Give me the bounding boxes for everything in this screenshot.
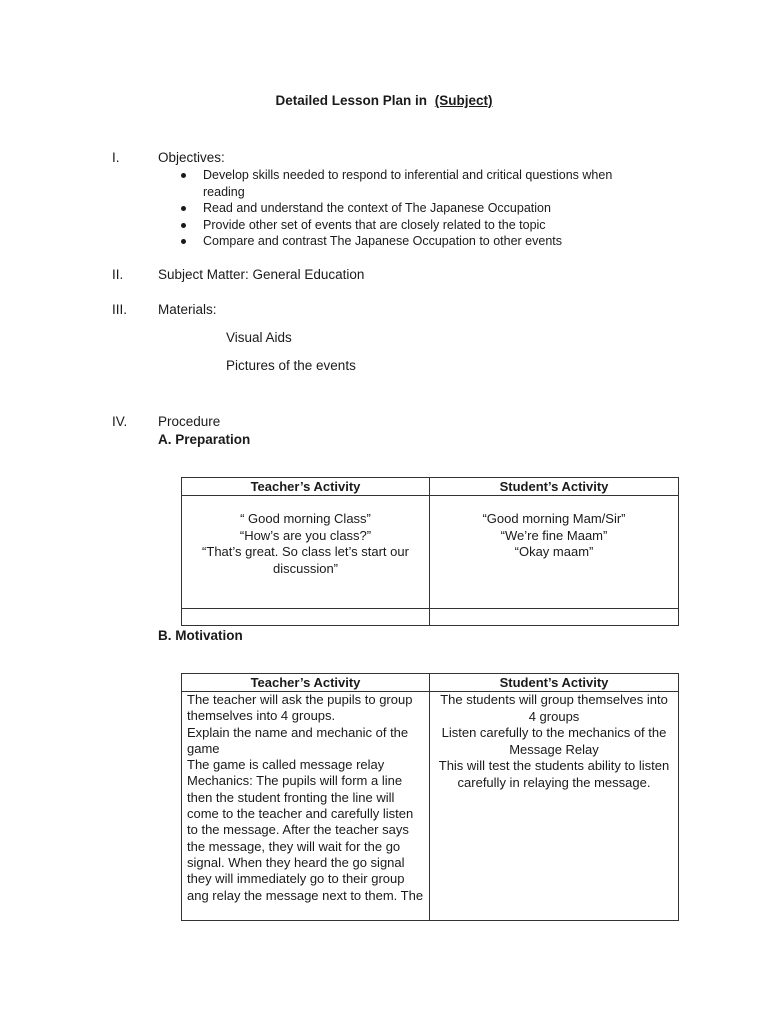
motivation-heading: B. Motivation xyxy=(158,628,243,643)
teacher-line: Explain the name and mechanic of the game xyxy=(187,724,409,756)
section-number: I. xyxy=(112,150,120,165)
column-header-teacher: Teacher’s Activity xyxy=(182,478,430,496)
title-subject: (Subject) xyxy=(434,93,493,108)
teacher-line: “That’s great. So class let’s start our discussion” xyxy=(202,544,409,576)
page-title xyxy=(0,93,768,108)
motivation-table xyxy=(181,673,679,921)
list-item: Provide other set of events that are closely related to the topic xyxy=(180,217,653,234)
empty-cell xyxy=(430,609,679,626)
table-row xyxy=(182,609,679,626)
student-line: “Okay maam” xyxy=(514,544,594,559)
table-row xyxy=(182,692,679,921)
section-label: Procedure xyxy=(158,414,221,429)
student-line: Listen carefully to the mechanics of the Message Relay xyxy=(441,725,667,757)
empty-cell xyxy=(182,609,430,626)
student-activity-cell xyxy=(430,692,679,921)
teacher-line: Mechanics: The pupils will form a line then the student fronting the line will come to the teacher and carefully listen to the message. After the teacher says the message, they will wait for the go signal. When they heard the go signal they will immediately go to their group ang relay the message next to them. The xyxy=(187,773,424,903)
column-header-student: Student’s Activity xyxy=(430,674,679,692)
teacher-line: The game is called message relay xyxy=(187,757,385,773)
list-item: Read and understand the context of The Japanese Occupation xyxy=(180,200,653,217)
teacher-activity-cell xyxy=(182,692,430,921)
table-header-row xyxy=(182,674,679,692)
section-label: Objectives: xyxy=(158,150,225,165)
preparation-heading: A. Preparation xyxy=(158,432,251,447)
section-number: IV. xyxy=(112,414,128,429)
material-item: Visual Aids xyxy=(226,330,292,345)
column-header-student: Student’s Activity xyxy=(430,478,679,496)
student-line: “We’re fine Maam” xyxy=(500,527,608,543)
objectives-list xyxy=(180,167,653,250)
teacher-line: The teacher will ask the pupils to group themselves into 4 groups. xyxy=(187,692,413,724)
column-header-teacher: Teacher’s Activity xyxy=(182,674,430,692)
student-line: “Good morning Mam/Sir” xyxy=(482,511,626,526)
list-item: Develop skills needed to respond to inferential and critical questions when reading xyxy=(180,167,653,200)
material-item: Pictures of the events xyxy=(226,358,356,373)
teacher-line: “How’s are you class?” xyxy=(239,527,372,543)
table-header-row xyxy=(182,478,679,496)
teacher-activity-cell xyxy=(182,496,430,609)
teacher-line: “ Good morning Class” xyxy=(240,511,371,526)
preparation-table xyxy=(181,477,679,626)
student-line: This will test the students ability to listen carefully in relaying the message. xyxy=(438,758,670,790)
student-activity-cell xyxy=(430,496,679,609)
section-label: Subject Matter: General Education xyxy=(158,267,365,282)
table-row xyxy=(182,496,679,609)
student-line: The students will group themselves into 4 groups xyxy=(440,692,668,724)
list-item: Compare and contrast The Japanese Occupation to other events xyxy=(180,233,653,250)
section-number: III. xyxy=(112,302,128,317)
title-prefix: Detailed Lesson Plan in xyxy=(275,93,427,108)
section-number: II. xyxy=(112,267,124,282)
section-label: Materials: xyxy=(158,302,217,317)
